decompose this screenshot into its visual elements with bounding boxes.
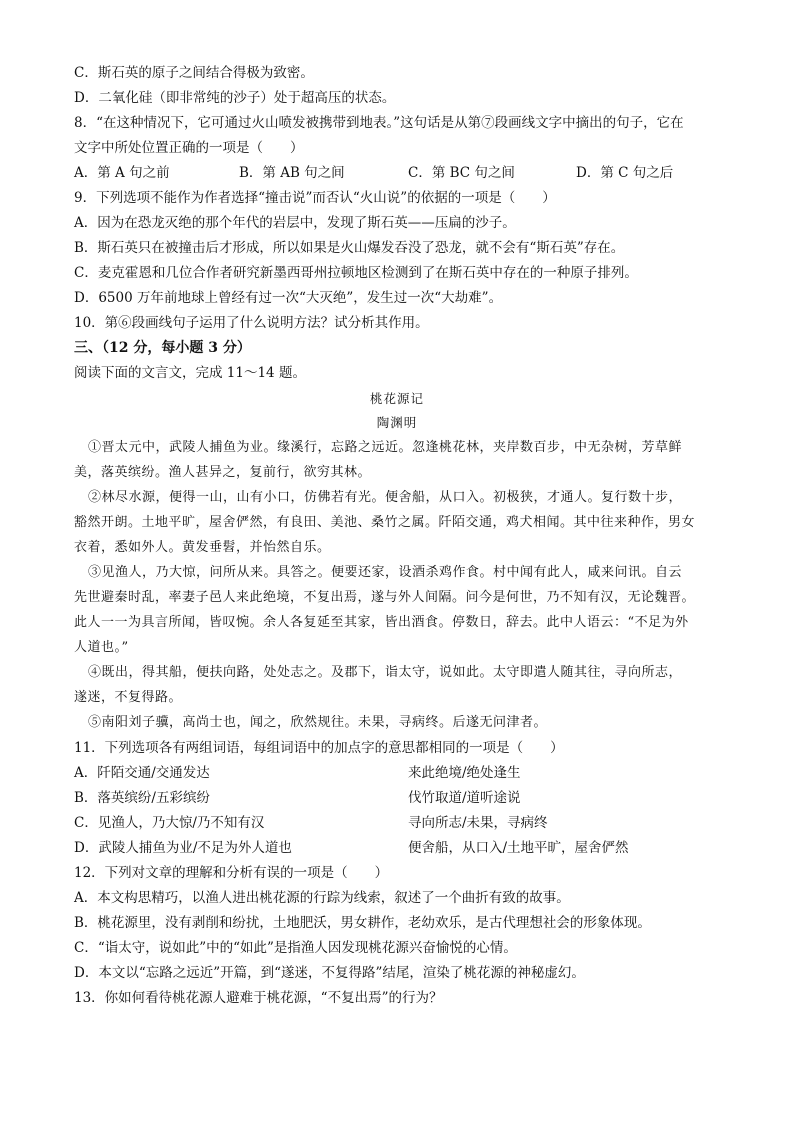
q11-option-row-b xyxy=(74,789,754,807)
q12-option-d: D．本文以“忘路之远近”开篇，到“遂迷，不复得路”结尾，渲染了桃花源的神秘虚幻。 xyxy=(74,965,585,981)
passage-p3-line2: 先世避秦时乱，率妻子邑人来此绝境，不复出焉，遂与外人间隔。问今是何世，乃不知有汉，无论魏晋。 xyxy=(74,590,696,605)
section-three-heading: 三、（12 分，每小题 3 分） xyxy=(74,340,251,356)
q11-option-b-right: 伐竹取道/道听途说 xyxy=(408,790,521,806)
q8-option-d: D．第 C 句之后 xyxy=(576,165,674,181)
passage-p5: ⑤南阳刘子骥，高尚士也，闻之，欣然规往。未果，寻病终。后遂无问津者。 xyxy=(88,715,548,730)
passage-p3-line1: ③见渔人，乃大惊，问所从来。具答之。便要还家，设酒杀鸡作食。村中闻有此人，咸来问讯。自云 xyxy=(88,565,683,580)
passage-author: 陶渊明 xyxy=(376,415,418,430)
q11-option-c-right: 寻向所志/未果，寻病终 xyxy=(408,815,548,831)
q11-option-row-c xyxy=(74,814,754,832)
q8-option-a: A．第 A 句之前 xyxy=(74,165,170,181)
q9-option-b: B．斯石英只在被撞击后才形成，所以如果是火山爆发吞没了恐龙，就不会有“斯石英”存在。 xyxy=(74,240,625,256)
passage-p2-line1: ②林尽水源，便得一山，山有小口，仿佛若有光。便舍船，从口入。初极狭，才通人。复行数十步， xyxy=(88,490,683,505)
passage-p1-line2: 美，落英缤纷。渔人甚异之，复前行，欲穷其林。 xyxy=(74,465,372,480)
q10-stem: 10．第⑥段画线句子运用了什么说明方法？试分析其作用。 xyxy=(74,315,429,331)
q11-option-b-left: B．落英缤纷/五彩缤纷 xyxy=(74,790,210,806)
q9-option-d: D．6500 万年前地球上曾经有过一次“大灭绝”，发生过一次“大劫难”。 xyxy=(74,290,503,306)
q9-option-c: C．麦克霍恩和几位合作者研究新墨西哥州拉顿地区检测到了在斯石英中存在的一种原子排列。 xyxy=(74,265,638,281)
q8-stem-line2: 文字中所处位置正确的一项是（ ） xyxy=(74,140,304,156)
q8-stem-line1: 8．“在这种情况下，它可通过火山喷发被携带到地表。”这句话是从第⑦段画线文字中摘出的句子，它在 xyxy=(74,115,684,131)
q11-option-d-right: 便舍船，从口入/土地平旷，屋舍俨然 xyxy=(408,840,629,856)
passage-p4-line1: ④既出，得其船，便扶向路，处处志之。及郡下，诣太守，说如此。太守即遣人随其往，寻向所志， xyxy=(88,665,683,680)
q12-option-b: B．桃花源里，没有剥削和纷扰，土地肥沃，男女耕作，老幼欢乐，是古代理想社会的形象体现。 xyxy=(74,915,651,931)
q9-stem: 9．下列选项不能作为作者选择“撞击说”而否认“火山说”的依据的一项是（ ） xyxy=(74,190,556,206)
q11-option-c-left: C．见渔人，乃大惊/乃不知有汉 xyxy=(74,815,265,831)
q11-option-d-left: D．武陵人捕鱼为业/不足为外人道也 xyxy=(74,840,292,856)
q12-stem: 12．下列对文章的理解和分析有误的一项是（ ） xyxy=(74,865,389,881)
q9-option-a: A．因为在恐龙灭绝的那个年代的岩层中，发现了斯石英——压扁的沙子。 xyxy=(74,215,516,231)
passage-p3-line4: 人道也。” xyxy=(74,640,129,655)
passage-p3-line3: 此人一一为具言所闻，皆叹惋。余人各复延至其家，皆出酒食。停数日，辞去。此中人语云：“不足为外 xyxy=(74,615,689,630)
passage-p1-line1: ①晋太元中，武陵人捕鱼为业。缘溪行，忘路之远近。忽逢桃花林，夹岸数百步，中无杂树，芳草鲜 xyxy=(88,440,683,455)
q11-option-row-d xyxy=(74,839,754,857)
q13-stem: 13．你如何看待桃花源人避难于桃花源，“不复出焉”的行为？ xyxy=(74,990,443,1006)
passage-p2-line3: 衣着，悉如外人。黄发垂髫，并怡然自乐。 xyxy=(74,540,331,555)
q11-option-a-left: A．阡陌交通/交通发达 xyxy=(74,765,210,781)
q7-option-c: C．斯石英的原子之间结合得极为致密。 xyxy=(74,65,314,81)
q8-options xyxy=(74,164,754,182)
q11-stem: 11．下列选项各有两组词语，每组词语中的加点字的意思都相同的一项是（ ） xyxy=(74,740,564,756)
q12-option-a: A．本文构思精巧，以渔人进出桃花源的行踪为线索，叙述了一个曲折有致的故事。 xyxy=(74,890,570,906)
passage-p2-line2: 豁然开朗。土地平旷，屋舍俨然，有良田、美池、桑竹之属。阡陌交通，鸡犬相闻。其中往来种作，男女 xyxy=(74,515,696,530)
q8-option-b: B．第 AB 句之间 xyxy=(239,165,345,181)
q11-option-row-a xyxy=(74,764,754,782)
q11-option-a-right: 来此绝境/绝处逢生 xyxy=(408,765,521,781)
passage-title: 桃花源记 xyxy=(369,391,424,406)
reading-instruction: 阅读下面的文言文，完成 11～14 题。 xyxy=(74,365,306,381)
q8-option-c: C．第 BC 句之间 xyxy=(408,165,515,181)
passage-p4-line2: 遂迷，不复得路。 xyxy=(74,690,183,705)
q7-option-d: D．二氧化硅（即非常纯的沙子）处于超高压的状态。 xyxy=(74,90,396,106)
q12-option-c: C．“诣太守，说如此”中的“如此”是指渔人因发现桃花源兴奋愉悦的心情。 xyxy=(74,940,517,956)
